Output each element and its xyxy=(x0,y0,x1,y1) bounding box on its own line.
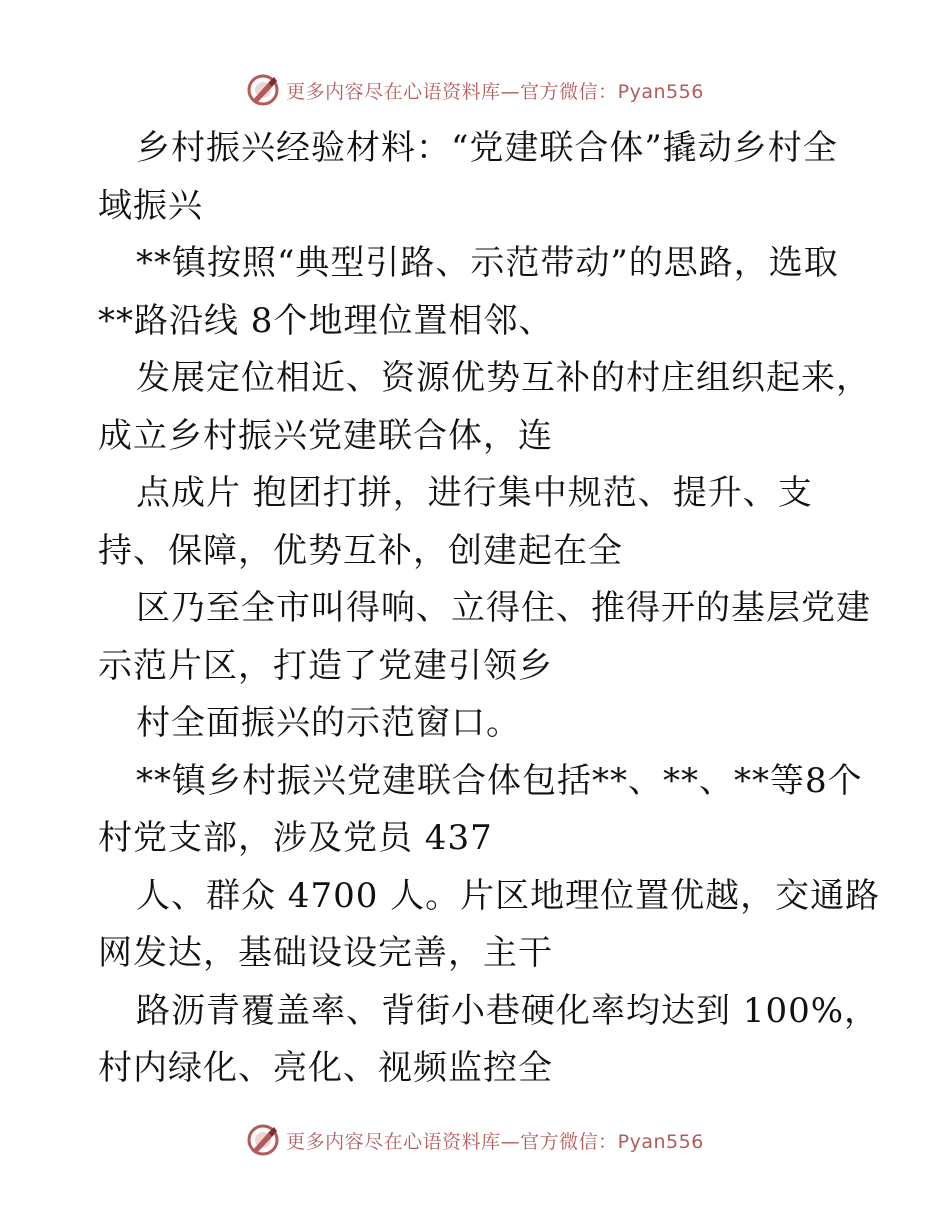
text-line: **镇乡村振兴党建联合体包括**、**、**等8个 xyxy=(136,760,863,801)
text-line: 网发达，基础设设完善，主干 xyxy=(98,933,553,973)
pen-logo-icon xyxy=(246,1123,280,1157)
document-body xyxy=(98,120,881,1098)
text-line: **镇按照“典型引路、示范带动”的思路，选取 xyxy=(136,243,839,283)
text-line: 路沥青覆盖率、背街小巷硬化率均达到 100%， xyxy=(136,990,880,1031)
header-watermark xyxy=(0,70,950,110)
pen-logo-icon xyxy=(246,73,280,107)
text-line: 人、群众 4700 人。片区地理位置优越，交通路 xyxy=(136,875,881,916)
text-line: 村内绿化、亮化、视频监控全 xyxy=(98,1048,553,1088)
watermark-text: 更多内容尽在心语资料库—官方微信：Pyan556 xyxy=(286,80,704,103)
text-line: 成立乡村振兴党建联合体，连 xyxy=(98,415,553,456)
text-line: 发展定位相近、资源优势互补的村庄组织起来， xyxy=(136,358,871,398)
text-line: 点成片 抱团打拼，进行集中规范、提升、支 xyxy=(136,473,813,513)
text-line: 乡村振兴经验材料：“党建联合体”撬动乡村全 xyxy=(136,128,838,168)
text-line: **路沿线 8个地理位置相邻、 xyxy=(98,300,554,341)
footer-watermark xyxy=(0,1120,950,1160)
text-line: 区乃至全市叫得响、立得住、推得开的基层党建 xyxy=(136,588,871,628)
text-line: 示范片区，打造了党建引领乡 xyxy=(98,645,553,686)
text-line: 村党支部，涉及党员 437 xyxy=(98,818,493,858)
text-line: 持、保障，优势互补，创建起在全 xyxy=(98,530,623,571)
watermark-text: 更多内容尽在心语资料库—官方微信：Pyan556 xyxy=(286,1130,704,1153)
text-line: 村全面振兴的示范窗口。 xyxy=(136,703,521,743)
text-line: 域振兴 xyxy=(98,185,203,226)
